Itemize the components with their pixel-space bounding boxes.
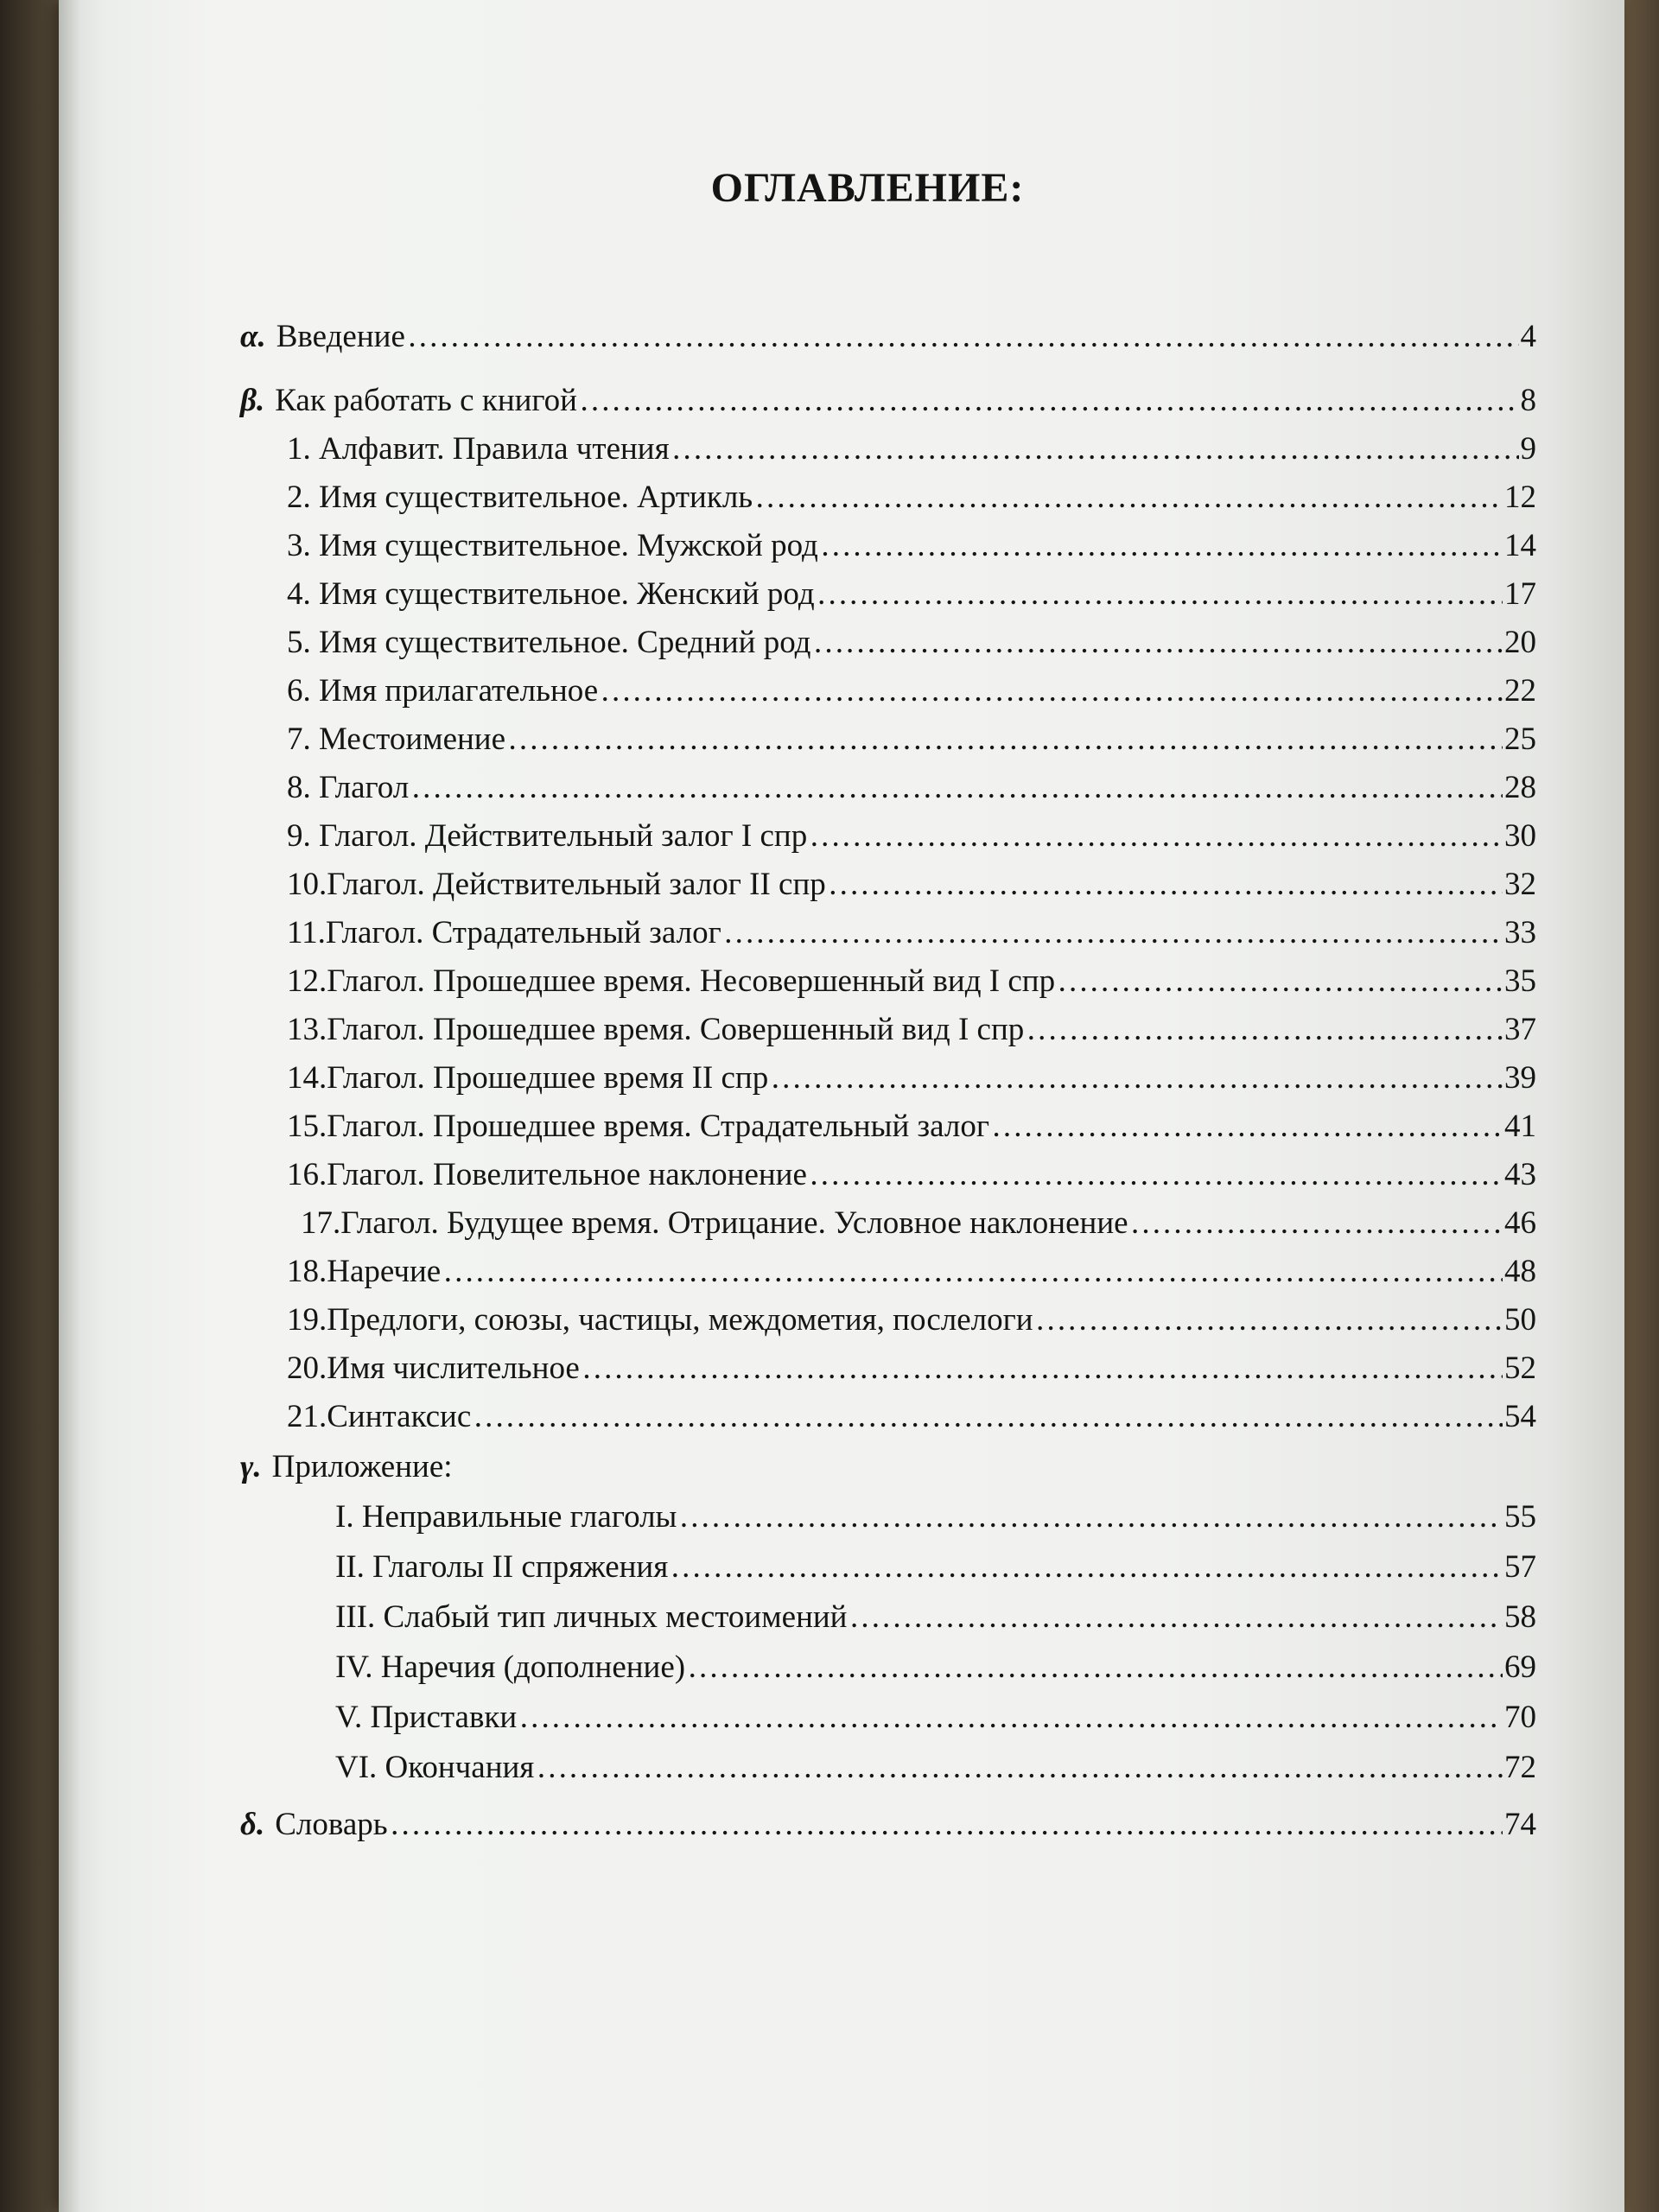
toc-label: IV. Наречия (дополнение) xyxy=(335,1649,686,1685)
toc-entry-appendix xyxy=(240,1448,931,1490)
toc-page-number: 8 xyxy=(1520,383,1536,418)
toc-label: 21.Синтаксис xyxy=(287,1399,472,1434)
toc-leader-dots xyxy=(1057,963,1503,1000)
toc-label: 12.Глагол. Прошедшее время. Несовершенный вид I спр xyxy=(287,963,1056,999)
toc-page-number: 43 xyxy=(1504,1157,1536,1192)
toc-page-number: 52 xyxy=(1504,1351,1536,1386)
toc-page-number: 12 xyxy=(1504,480,1536,515)
toc-page-number: 14 xyxy=(1504,528,1536,563)
toc-leader-dots xyxy=(820,527,1503,564)
toc-entry-dictionary xyxy=(240,1806,1536,1847)
toc-label: VI. Окончания xyxy=(335,1750,535,1785)
toc-label: 3. Имя существительное. Мужской род xyxy=(287,528,818,563)
toc-entry xyxy=(287,769,1536,810)
toc-label: II. Глаголы II спряжения xyxy=(335,1549,669,1585)
toc-label: Словарь xyxy=(275,1807,388,1842)
toc-page-number: 33 xyxy=(1504,915,1536,950)
toc-leader-dots xyxy=(671,430,1519,467)
toc-leader-dots xyxy=(407,318,1519,355)
toc-entry xyxy=(335,1599,1536,1640)
toc-leader-dots xyxy=(1130,1205,1503,1242)
toc-label: 14.Глагол. Прошедшее время II спр xyxy=(287,1060,769,1096)
toc-entry xyxy=(287,1108,1536,1149)
toc-entry xyxy=(287,721,1536,762)
toc-entry xyxy=(287,914,1536,956)
toc-page-number: 58 xyxy=(1504,1599,1536,1635)
toc-entry-how-to-use xyxy=(240,382,1536,423)
toc-marker: α. xyxy=(240,319,266,354)
toc-label: 16.Глагол. Повелительное наклонение xyxy=(287,1157,807,1192)
toc-leader-dots xyxy=(991,1108,1503,1145)
toc-label: 6. Имя прилагательное xyxy=(287,673,599,709)
toc-leader-dots xyxy=(600,672,1503,709)
toc-label: V. Приставки xyxy=(335,1700,518,1735)
toc-entry xyxy=(335,1498,1536,1540)
toc-page-number: 22 xyxy=(1504,673,1536,709)
toc-leader-dots xyxy=(754,479,1503,516)
toc-label: 5. Имя существительное. Средний род xyxy=(287,625,811,660)
toc-label: 15.Глагол. Прошедшее время. Страдательный залог xyxy=(287,1109,990,1144)
toc-entry xyxy=(287,1301,1536,1343)
toc-leader-dots xyxy=(536,1749,1503,1786)
toc-entry xyxy=(287,624,1536,665)
toc-leader-dots xyxy=(809,1156,1503,1193)
toc-label: 4. Имя существительное. Женский род xyxy=(287,576,815,612)
toc-entry xyxy=(335,1649,1536,1690)
toc-leader-dots xyxy=(1026,1011,1503,1048)
toc-page-number: 69 xyxy=(1504,1649,1536,1685)
toc-entry xyxy=(301,1205,1536,1246)
toc-page-number: 30 xyxy=(1504,818,1536,854)
toc-label: 18.Наречие xyxy=(287,1254,442,1289)
toc-entry xyxy=(287,1156,1536,1198)
toc-entry xyxy=(287,1350,1536,1391)
toc-label: 11.Глагол. Страдательный залог xyxy=(287,915,721,950)
toc-entry xyxy=(287,963,1536,1004)
toc-page-number: 39 xyxy=(1504,1060,1536,1096)
toc-label: 8. Глагол xyxy=(287,770,410,805)
toc-leader-dots xyxy=(1035,1301,1503,1338)
toc-page-number: 54 xyxy=(1504,1399,1536,1434)
toc-page-number: 48 xyxy=(1504,1254,1536,1289)
toc-leader-dots xyxy=(809,817,1503,855)
toc-page-number: 70 xyxy=(1504,1700,1536,1735)
toc-label: Введение xyxy=(276,319,405,354)
toc-leader-dots xyxy=(828,866,1503,903)
toc-label: Приложение: xyxy=(271,1449,453,1484)
toc-label: III. Слабый тип личных местоимений xyxy=(335,1599,848,1635)
toc-label: 1. Алфавит. Правила чтения xyxy=(287,431,670,467)
toc-leader-dots xyxy=(518,1699,1503,1736)
toc-leader-dots xyxy=(723,914,1503,951)
toc-label: 20.Имя числительное xyxy=(287,1351,580,1386)
page-binding-edge xyxy=(59,0,81,2212)
toc-entry xyxy=(287,527,1536,569)
toc-leader-dots xyxy=(507,721,1503,758)
toc-leader-dots xyxy=(813,624,1503,661)
toc-label: I. Неправильные глаголы xyxy=(335,1499,677,1535)
toc-label: 7. Местоимение xyxy=(287,721,506,757)
toc-leader-dots xyxy=(849,1599,1503,1636)
toc-leader-dots xyxy=(473,1398,1503,1435)
toc-leader-dots xyxy=(770,1059,1503,1096)
toc-page-number: 55 xyxy=(1504,1499,1536,1535)
toc-leader-dots xyxy=(390,1806,1503,1843)
toc-marker: β. xyxy=(240,383,265,418)
toc-page-number: 9 xyxy=(1520,431,1536,467)
toc-label: 9. Глагол. Действительный залог I спр xyxy=(287,818,808,854)
toc-label: 13.Глагол. Прошедшее время. Совершенный вид I спр xyxy=(287,1012,1025,1047)
toc-leader-dots xyxy=(687,1649,1503,1686)
toc-entry xyxy=(287,1059,1536,1101)
toc-entry xyxy=(287,430,1536,472)
toc-page-number: 74 xyxy=(1504,1807,1536,1842)
desk-background-left xyxy=(0,0,60,2212)
toc-page-number: 37 xyxy=(1504,1012,1536,1047)
toc-label: 19.Предлоги, союзы, частицы, междометия, послелоги xyxy=(287,1302,1033,1338)
toc-entry xyxy=(335,1548,1536,1590)
toc-leader-dots xyxy=(582,1350,1503,1387)
toc-page-number: 28 xyxy=(1504,770,1536,805)
toc-leader-dots xyxy=(410,769,1503,806)
toc-leader-dots xyxy=(579,382,1519,419)
toc-entry xyxy=(287,1011,1536,1052)
toc-entry xyxy=(287,1398,1536,1440)
toc-entry xyxy=(335,1699,1536,1740)
toc-entry xyxy=(335,1749,1536,1790)
toc-leader-dots xyxy=(678,1498,1503,1535)
toc-entry-introduction xyxy=(240,318,1536,359)
toc-leader-dots xyxy=(442,1253,1503,1290)
toc-page-number: 72 xyxy=(1504,1750,1536,1785)
toc-page-number: 41 xyxy=(1504,1109,1536,1144)
toc-page-number: 50 xyxy=(1504,1302,1536,1338)
toc-entry xyxy=(287,575,1536,617)
toc-marker: γ. xyxy=(240,1449,262,1484)
toc-leader-dots xyxy=(670,1548,1503,1586)
toc-entry xyxy=(287,1253,1536,1294)
toc-label: 17.Глагол. Будущее время. Отрицание. Условное наклонение xyxy=(301,1205,1128,1241)
toc-page-number: 46 xyxy=(1504,1205,1536,1241)
toc-marker: δ. xyxy=(240,1807,265,1842)
toc-page-number: 25 xyxy=(1504,721,1536,757)
toc-page-number: 57 xyxy=(1504,1549,1536,1585)
toc-page-number: 35 xyxy=(1504,963,1536,999)
toc-page-number: 4 xyxy=(1520,319,1536,354)
toc-page-number: 32 xyxy=(1504,867,1536,902)
toc-leader-dots xyxy=(817,575,1503,613)
toc-label: Как работать с книгой xyxy=(275,383,577,418)
toc-page-number: 20 xyxy=(1504,625,1536,660)
toc-entry xyxy=(287,817,1536,859)
toc-entry xyxy=(287,866,1536,907)
toc-entry xyxy=(287,479,1536,520)
toc-page-number: 17 xyxy=(1504,576,1536,612)
toc-label: 2. Имя существительное. Артикль xyxy=(287,480,753,515)
toc-entry xyxy=(287,672,1536,714)
book-page xyxy=(59,0,1624,2212)
toc-label: 10.Глагол. Действительный залог II спр xyxy=(287,867,826,902)
page-title: ОГЛАВЛЕНИЕ: xyxy=(710,165,1025,211)
